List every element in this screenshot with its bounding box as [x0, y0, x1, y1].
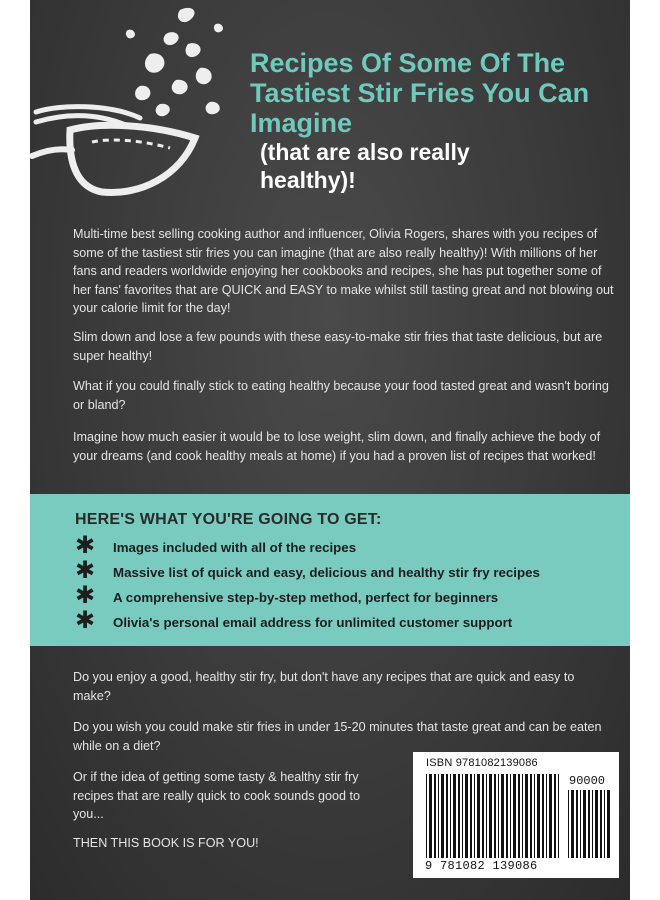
- benefit-text: Massive list of quick and easy, delicious and healthy stir fry recipes: [113, 565, 540, 580]
- asterisk-icon: ✱: [75, 531, 96, 559]
- closing-line: THEN THIS BOOK IS FOR YOU!: [73, 836, 259, 850]
- back-cover: [30, 0, 630, 900]
- description-paragraph-2: Slim down and lose a few pounds with these easy-to-make stir fries that taste delicious, but are super healthy!: [73, 330, 603, 363]
- benefit-text: Images included with all of the recipes: [113, 540, 357, 555]
- benefit-item: [75, 531, 615, 559]
- asterisk-icon: ✱: [75, 606, 96, 634]
- isbn-barcode: [413, 752, 619, 878]
- asterisk-icon: ✱: [75, 556, 96, 584]
- question-paragraph-2: Do you wish you could make stir fries in under 15-20 minutes that taste great and can be eaten while on a diet?: [73, 720, 602, 753]
- benefit-item: [75, 556, 615, 584]
- barcode-digits: 9 781082 139086: [425, 859, 538, 873]
- benefits-panel: [30, 494, 630, 646]
- isbn-label: ISBN 9781082139086: [426, 757, 538, 769]
- book-headline: Recipes Of Some Of The Tastiest Stir Fries You Can Imagine: [250, 48, 590, 138]
- question-paragraph-3: Or if the idea of getting some tasty & healthy stir fry recipes that are really quick to cook sounds good to you...: [73, 770, 361, 821]
- benefit-text: A comprehensive step-by-step method, perfect for beginners: [113, 590, 499, 605]
- description-paragraph-3: What if you could finally stick to eating healthy because your food tasted great and wasn't boring or bland?: [73, 379, 609, 412]
- benefit-item: [75, 606, 615, 634]
- asterisk-icon: ✱: [75, 581, 96, 609]
- benefits-heading: HERE'S WHAT YOU'RE GOING TO GET:: [75, 511, 382, 528]
- barcode-bars: [425, 774, 563, 858]
- book-subheadline: (that are also really healthy)!: [260, 139, 470, 193]
- price-code: 90000: [569, 774, 606, 788]
- price-barcode-bars: [567, 790, 611, 858]
- benefit-item: [75, 581, 615, 609]
- question-paragraph-1: Do you enjoy a good, healthy stir fry, but don't have any recipes that are quick and easy to make?: [73, 670, 575, 703]
- benefit-text: Olivia's personal email address for unlimited customer support: [113, 615, 513, 630]
- description-paragraph-4: Imagine how much easier it would be to lose weight, slim down, and finally achieve the body of your dreams (and cook healthy meals at home) if you had a proven list of recipes that worked!: [73, 430, 601, 463]
- wok-tossing-food-illustration: [30, 0, 250, 200]
- description-paragraph-1: Multi-time best selling cooking author and influencer, Olivia Rogers, shares with you recipes of some of the tastiest stir fries you can imagine (that are also really healthy)! With millions of her fans and readers worldwide enjoying her cookbooks and recipes, she has put together some of her fans' favorites that are QUICK and EASY to make whilst still tasting great and not blowing out your calorie limit for the day!: [73, 227, 614, 315]
